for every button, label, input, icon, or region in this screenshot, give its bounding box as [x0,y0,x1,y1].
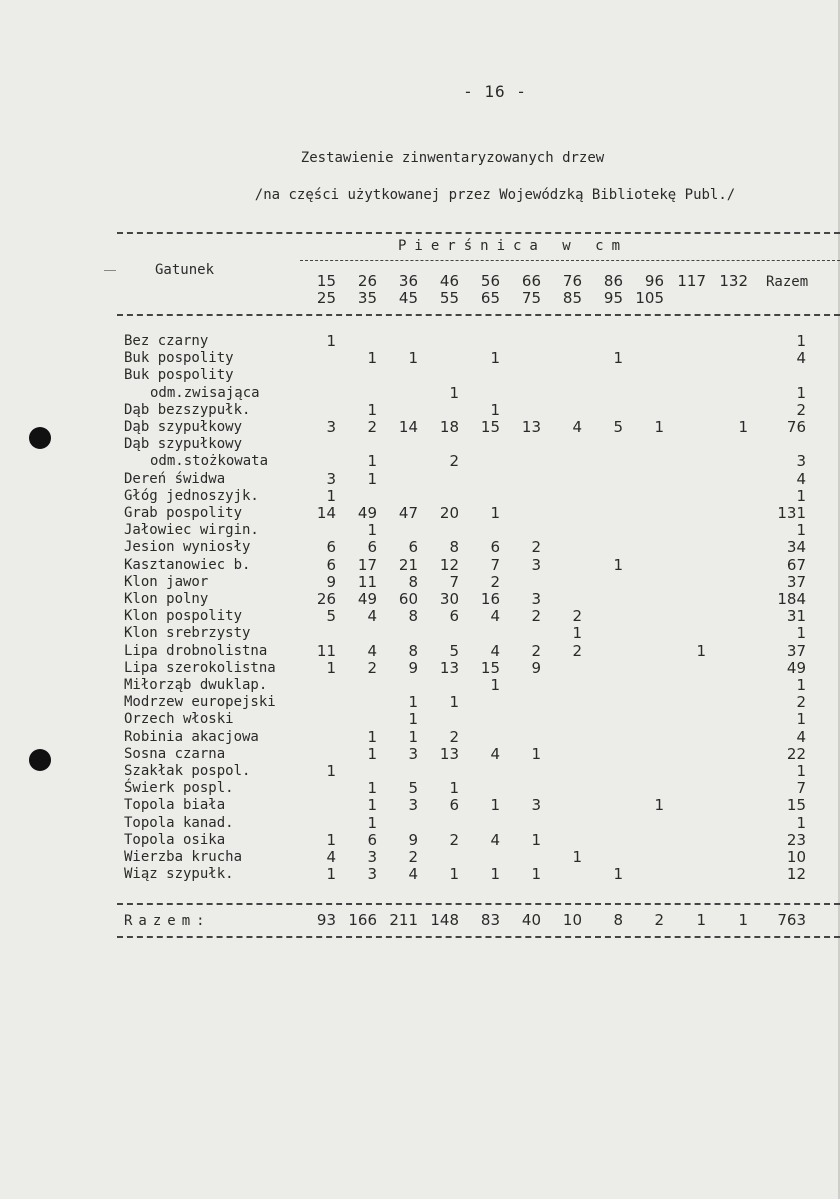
species-variety: odm.stożkowata [150,453,269,470]
species-name: Buk pospolity [124,350,234,367]
range-from: 76 [562,272,582,290]
row-total: 76 [786,418,806,436]
row-total: 37 [786,572,806,591]
totals-bottom-rule [117,936,840,938]
table-cell: 1 [367,400,377,419]
table-cell: 49 [357,504,377,522]
species-header: Gatunek [155,262,215,278]
totals-top-rule [117,903,840,905]
table-cell: 2 [449,452,459,471]
table-cell: 6 [326,538,336,557]
row-total: 1 [796,624,806,643]
margin-dash [104,270,116,271]
row-total: 23 [786,830,806,849]
table-cell: 1 [654,418,664,436]
table-cell: 15 [480,418,500,436]
row-total: 12 [786,865,806,884]
table-cell: 1 [531,830,541,849]
table-cell: 15 [480,658,500,677]
species-name: Klon polny [124,591,209,607]
table-cell: 9 [531,658,541,677]
table-cell: 1 [572,624,582,643]
table-cell: 5 [326,607,336,626]
column-total: 1 [696,911,706,929]
table-cell: 8 [408,607,418,626]
table-cell: 6 [449,607,459,626]
document-subtitle: /na części użytkowanej przez Wojewódzką Bibliotekę Publ./ [254,187,736,203]
range-from: 46 [439,272,459,290]
table-cell: 13 [521,418,541,436]
table-cell: 14 [316,504,336,522]
table-cell: 7 [449,572,459,591]
table-cell: 1 [449,383,459,402]
table-cell: 8 [449,538,459,557]
table-cell: 1 [326,762,336,780]
range-from: 86 [603,272,623,290]
table-cell: 47 [398,504,418,522]
row-total: 67 [786,555,806,574]
table-cell: 16 [480,590,500,608]
table-cell: 12 [439,555,459,574]
document-title: Zestawienie zinwentaryzowanych drzew [300,150,605,166]
species-name: Jesion wyniosły [124,539,251,556]
table-cell: 1 [531,744,541,763]
table-cell: 1 [449,693,459,712]
column-total: 148 [430,911,459,929]
species-name: Dąb bezszypułk. [124,401,251,418]
total-header: Razem [766,274,809,290]
circumference-header: Pierśnica w cm [398,238,629,254]
table-cell: 14 [398,418,418,436]
table-cell: 1 [490,349,500,368]
range-to: 45 [398,289,418,307]
table-cell: 13 [439,658,459,677]
row-total: 31 [786,607,806,626]
species-name: Szakłak pospol. [124,763,251,779]
table-cell: 1 [326,830,336,849]
row-total: 22 [786,744,806,763]
column-total: 40 [521,911,541,929]
table-cell: 1 [367,779,377,798]
table-cell: 13 [439,744,459,763]
totals-label: Razem: [124,913,211,929]
table-cell: 1 [531,865,541,884]
table-cell: 11 [316,641,336,660]
table-cell: 6 [408,538,418,557]
range-from: 66 [521,272,541,290]
species-name: Topola osika [124,831,226,848]
table-cell: 21 [398,555,418,574]
row-total: 2 [796,693,806,712]
table-cell: 2 [367,658,377,677]
table-cell: 4 [408,865,418,884]
table-cell: 1 [367,813,377,832]
species-name: Wierzba krucha [124,849,243,865]
species-name: Klon jawor [124,573,209,590]
species-name: Topola kanad. [124,814,234,831]
column-total: 2 [654,911,664,929]
table-cell: 3 [531,590,541,608]
row-total: 184 [777,590,806,608]
species-name: Grab pospolity [124,505,243,521]
species-name: Bez czarny [124,333,209,349]
species-name: Jałowiec wirgin. [124,522,259,539]
table-cell: 9 [326,572,336,591]
species-name: Dereń świdwa [124,470,226,487]
table-cell: 2 [531,538,541,557]
species-name: Dąb szypułkowy [124,436,243,453]
table-cell: 6 [367,538,377,557]
table-cell: 4 [326,848,336,866]
species-variety: odm.zwisająca [150,384,260,401]
table-cell: 6 [367,830,377,849]
row-total: 34 [786,538,806,557]
column-total: 211 [389,911,418,929]
table-top-rule [117,232,840,234]
table-cell: 1 [696,641,706,660]
table-cell: 1 [367,452,377,471]
table-cell: 1 [490,400,500,419]
row-total: 1 [796,486,806,505]
table-cell: 2 [572,641,582,660]
row-total: 4 [796,469,806,488]
table-cell: 2 [531,641,541,660]
row-total: 1 [796,676,806,694]
header-bottom-rule [117,314,840,316]
table-cell: 3 [531,796,541,815]
table-cell: 9 [408,830,418,849]
table-cell: 18 [439,418,459,436]
row-total: 7 [796,779,806,798]
table-cell: 2 [449,830,459,849]
range-from: 36 [398,272,418,290]
header-sub-rule [300,260,840,261]
range-to: 25 [316,289,336,307]
table-cell: 1 [572,848,582,866]
table-cell: 1 [367,469,377,488]
table-cell: 8 [408,641,418,660]
table-cell: 4 [572,418,582,436]
table-cell: 4 [490,641,500,660]
table-cell: 3 [326,469,336,488]
row-total: 2 [796,400,806,419]
table-cell: 3 [408,744,418,763]
row-total: 1 [796,521,806,540]
species-name: Robinia akacjowa [124,728,259,745]
range-to: 55 [439,289,459,307]
table-cell: 1 [326,865,336,884]
table-cell: 5 [613,418,623,436]
table-cell: 3 [326,418,336,436]
table-cell: 1 [367,349,377,368]
table-cell: 2 [572,607,582,626]
range-to: 105 [635,289,664,307]
table-cell: 2 [490,572,500,591]
row-total: 1 [796,383,806,402]
table-cell: 1 [408,349,418,368]
table-cell: 5 [408,779,418,798]
punch-hole [29,749,51,771]
table-cell: 26 [316,590,336,608]
range-from: 15 [316,272,336,290]
table-cell: 6 [326,555,336,574]
table-cell: 3 [367,848,377,866]
table-cell: 1 [408,727,418,746]
table-cell: 4 [367,607,377,626]
column-total: 1 [738,911,748,929]
species-name: Buk pospolity [124,367,234,384]
row-total: 1 [796,332,806,350]
table-cell: 1 [613,349,623,368]
table-cell: 6 [449,796,459,815]
table-cell: 17 [357,555,377,574]
species-name: Sosna czarna [124,745,226,762]
table-cell: 3 [408,796,418,815]
table-cell: 3 [367,865,377,884]
row-total: 10 [786,848,806,866]
species-name: Głóg jednoszyjk. [124,487,259,504]
table-cell: 9 [408,658,418,677]
range-from: 132 [719,272,748,290]
table-cell: 1 [490,865,500,884]
range-from: 96 [644,272,664,290]
column-total: 166 [348,911,377,929]
column-total: 8 [613,911,623,929]
table-cell: 1 [326,658,336,677]
row-total: 4 [796,727,806,746]
range-to: 65 [480,289,500,307]
column-total: 10 [562,911,582,929]
table-cell: 1 [490,676,500,694]
row-total: 3 [796,452,806,471]
table-cell: 1 [326,486,336,505]
species-name: Orzech włoski [124,711,234,728]
table-cell: 4 [490,607,500,626]
grand-total: 763 [777,911,806,929]
table-cell: 2 [367,418,377,436]
table-cell: 1 [367,744,377,763]
table-cell: 4 [490,830,500,849]
table-cell: 60 [398,590,418,608]
page-number: - 16 - [463,82,527,101]
row-total: 131 [777,504,806,522]
species-name: Świerk pospl. [124,780,234,797]
species-name: Dąb szypułkowy [124,419,243,435]
species-name: Miłorząb dwuklap. [124,677,268,693]
table-cell: 11 [357,572,377,591]
species-name: Lipa szerokolistna [124,659,276,676]
range-to: 85 [562,289,582,307]
table-cell: 1 [654,796,664,815]
column-total: 83 [480,911,500,929]
species-name: Topola biała [124,797,226,814]
table-cell: 1 [490,796,500,815]
row-total: 15 [786,796,806,815]
table-cell: 1 [367,521,377,540]
table-cell: 1 [408,710,418,729]
range-to: 35 [357,289,377,307]
row-total: 1 [796,813,806,832]
column-total: 93 [316,911,336,929]
table-cell: 49 [357,590,377,608]
species-name: Modrzew europejski [124,694,276,711]
species-name: Lipa drobnolistna [124,642,268,659]
row-total: 37 [786,641,806,660]
row-total: 4 [796,349,806,368]
table-cell: 1 [738,418,748,436]
table-cell: 1 [326,332,336,350]
row-total: 49 [786,658,806,677]
table-cell: 1 [613,555,623,574]
table-cell: 1 [367,727,377,746]
table-cell: 2 [531,607,541,626]
table-cell: 7 [490,555,500,574]
table-cell: 4 [490,744,500,763]
range-from: 56 [480,272,500,290]
range-from: 26 [357,272,377,290]
table-cell: 30 [439,590,459,608]
table-cell: 1 [449,865,459,884]
table-cell: 1 [367,796,377,815]
range-from: 117 [677,272,706,290]
range-to: 95 [603,289,623,307]
species-name: Klon srebrzysty [124,625,251,642]
row-total: 1 [796,762,806,780]
species-name: Klon pospolity [124,608,243,625]
table-cell: 1 [490,504,500,522]
table-cell: 6 [490,538,500,557]
table-cell: 20 [439,504,459,522]
row-total: 1 [796,710,806,729]
table-cell: 5 [449,641,459,660]
table-cell: 2 [449,727,459,746]
table-cell: 1 [613,865,623,884]
table-cell: 1 [408,693,418,712]
species-name: Kasztanowiec b. [124,556,251,573]
range-to: 75 [521,289,541,307]
species-name: Wiąz szypułk. [124,866,234,883]
table-cell: 1 [449,779,459,798]
table-cell: 8 [408,572,418,591]
table-cell: 2 [408,848,418,866]
punch-hole [29,427,51,449]
table-cell: 4 [367,641,377,660]
table-cell: 3 [531,555,541,574]
